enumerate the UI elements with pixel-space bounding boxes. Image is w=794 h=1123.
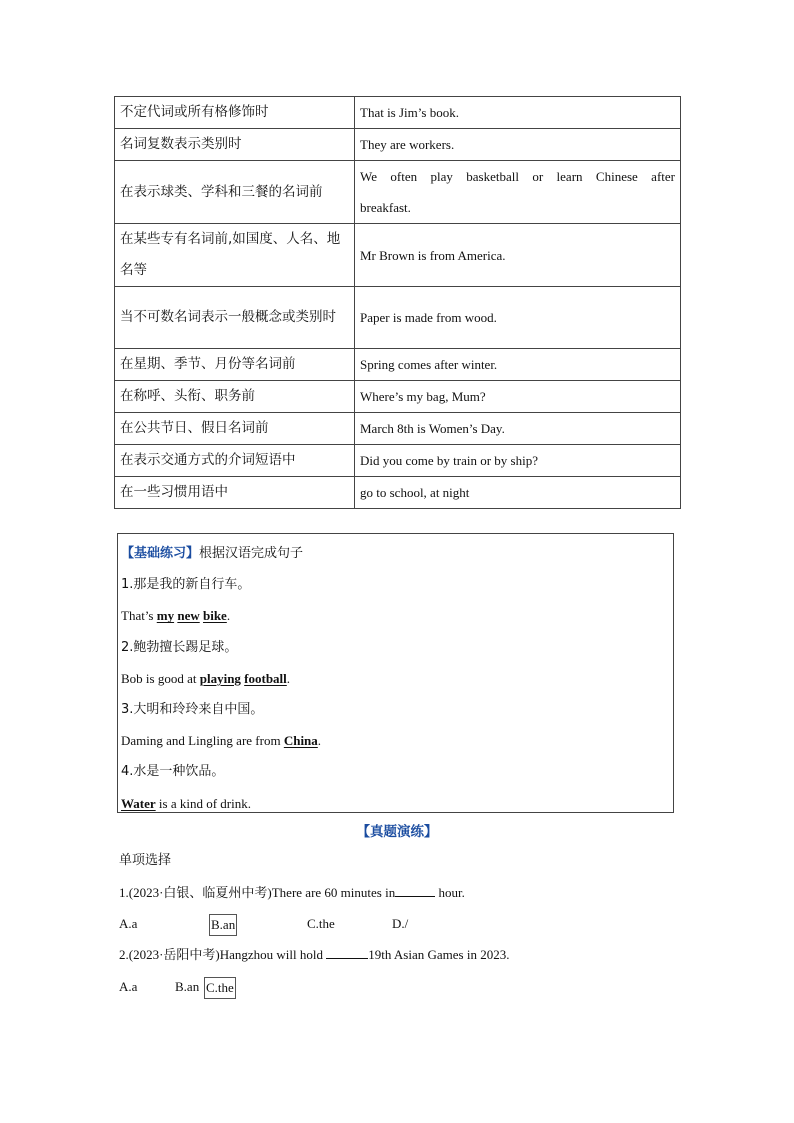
exam-q2-option-b: B.an <box>175 979 200 994</box>
table-row <box>115 349 681 381</box>
table-row <box>115 445 681 477</box>
exam-q2-text-post: 19th Asian Games in 2023. <box>368 947 510 962</box>
table-row <box>115 413 681 445</box>
practice-q4-english <box>121 788 670 819</box>
usage-cell: 在公共节日、假日名词前 <box>115 413 355 445</box>
q2-answer-playing: playing <box>199 670 241 686</box>
usage-cell: 在星期、季节、月份等名词前 <box>115 349 355 381</box>
table-row <box>115 287 681 349</box>
q4-suffix: is a kind of drink. <box>155 795 251 811</box>
example-cell: We often play basketball or learn Chinese after breakfast. <box>355 161 681 224</box>
q3-prefix: Daming and Lingling are from <box>121 733 284 749</box>
exam-q2-option-c-selected: C.the <box>204 977 236 999</box>
table-row <box>115 129 681 161</box>
practice-title-bracket: 【基础练习】 <box>121 546 200 561</box>
exam-q1-option-c: C.the <box>307 916 335 931</box>
exam-q1-option-d: D./ <box>392 916 409 931</box>
exam-subtitle: 单项选择 <box>119 853 172 868</box>
exam-q2-option-a: A.a <box>119 979 138 994</box>
q1-prefix: That’s <box>121 608 157 624</box>
usage-cell: 名词复数表示类别时 <box>115 129 355 161</box>
practice-q2-chinese: 2.鲍勃擅长踢足球。 <box>121 639 238 655</box>
example-cell: go to school, at night <box>355 477 681 509</box>
q3-suffix: . <box>317 733 322 749</box>
example-cell: March 8th is Women’s Day. <box>355 413 681 445</box>
exam-q2-blank <box>326 946 368 959</box>
example-cell: Where’s my bag, Mum? <box>355 381 681 413</box>
q1-suffix: . <box>226 608 231 624</box>
q1-answer-my: my <box>156 608 175 624</box>
exam-q1-text-post: hour. <box>435 885 465 900</box>
exam-q1-text-pre: 1.(2023·白银、临夏州中考)There are 60 minutes in <box>119 885 396 900</box>
practice-q1-english <box>121 600 670 631</box>
example-cell: Spring comes after winter. <box>355 349 681 381</box>
example-cell: Mr Brown is from America. <box>355 224 681 287</box>
table-row <box>115 161 681 224</box>
exam-q1-option-a: A.a <box>119 916 138 931</box>
q2-prefix: Bob is good at <box>121 670 200 686</box>
exam-q2 <box>119 945 509 965</box>
example-cell: That is Jim’s book. <box>355 97 681 129</box>
q1-answer-bike: bike <box>202 608 227 624</box>
example-cell: Paper is made from wood. <box>355 287 681 349</box>
exam-q2-options <box>119 977 319 997</box>
example-cell: They are workers. <box>355 129 681 161</box>
usage-cell: 在一些习惯用语中 <box>115 477 355 509</box>
exam-q2-text-pre: 2.(2023·岳阳中考)Hangzhou will hold <box>119 947 327 962</box>
practice-q1-chinese: 1.那是我的新自行车。 <box>121 577 251 593</box>
usage-cell: 当不可数名词表示一般概念或类别时 <box>115 287 355 349</box>
exam-section-title: 【真题演练】 <box>356 824 438 840</box>
exam-q1 <box>119 883 465 903</box>
article-usage-table <box>114 96 681 509</box>
practice-q3-chinese: 3.大明和玲玲来自中国。 <box>121 701 264 717</box>
practice-q2-english <box>121 663 670 694</box>
q2-suffix: . <box>286 670 291 686</box>
q3-answer-china: China <box>283 733 318 749</box>
practice-q3-english <box>121 725 670 756</box>
q2-answer-football: football <box>244 670 287 686</box>
table-row <box>115 381 681 413</box>
practice-title <box>121 538 670 569</box>
exam-q1-option-b-selected: B.an <box>209 914 237 936</box>
usage-cell: 在表示交通方式的介词短语中 <box>115 445 355 477</box>
example-cell: Did you come by train or by ship? <box>355 445 681 477</box>
table-row <box>115 97 681 129</box>
table-row <box>115 477 681 509</box>
practice-title-text: 根据汉语完成句子 <box>199 546 304 561</box>
usage-cell: 在表示球类、学科和三餐的名词前 <box>115 161 355 224</box>
usage-cell: 在称呼、头衔、职务前 <box>115 381 355 413</box>
q4-answer-water: Water <box>121 795 156 811</box>
exam-q1-blank <box>395 884 435 897</box>
usage-cell: 不定代词或所有格修饰时 <box>115 97 355 129</box>
table-row <box>115 224 681 287</box>
practice-q4-chinese: 4.水是一种饮品。 <box>121 764 225 780</box>
basic-practice-box <box>117 533 674 813</box>
usage-cell: 在某些专有名词前,如国度、人名、地名等 <box>115 224 355 287</box>
q1-answer-new: new <box>177 608 200 624</box>
exam-q1-options <box>119 914 519 934</box>
